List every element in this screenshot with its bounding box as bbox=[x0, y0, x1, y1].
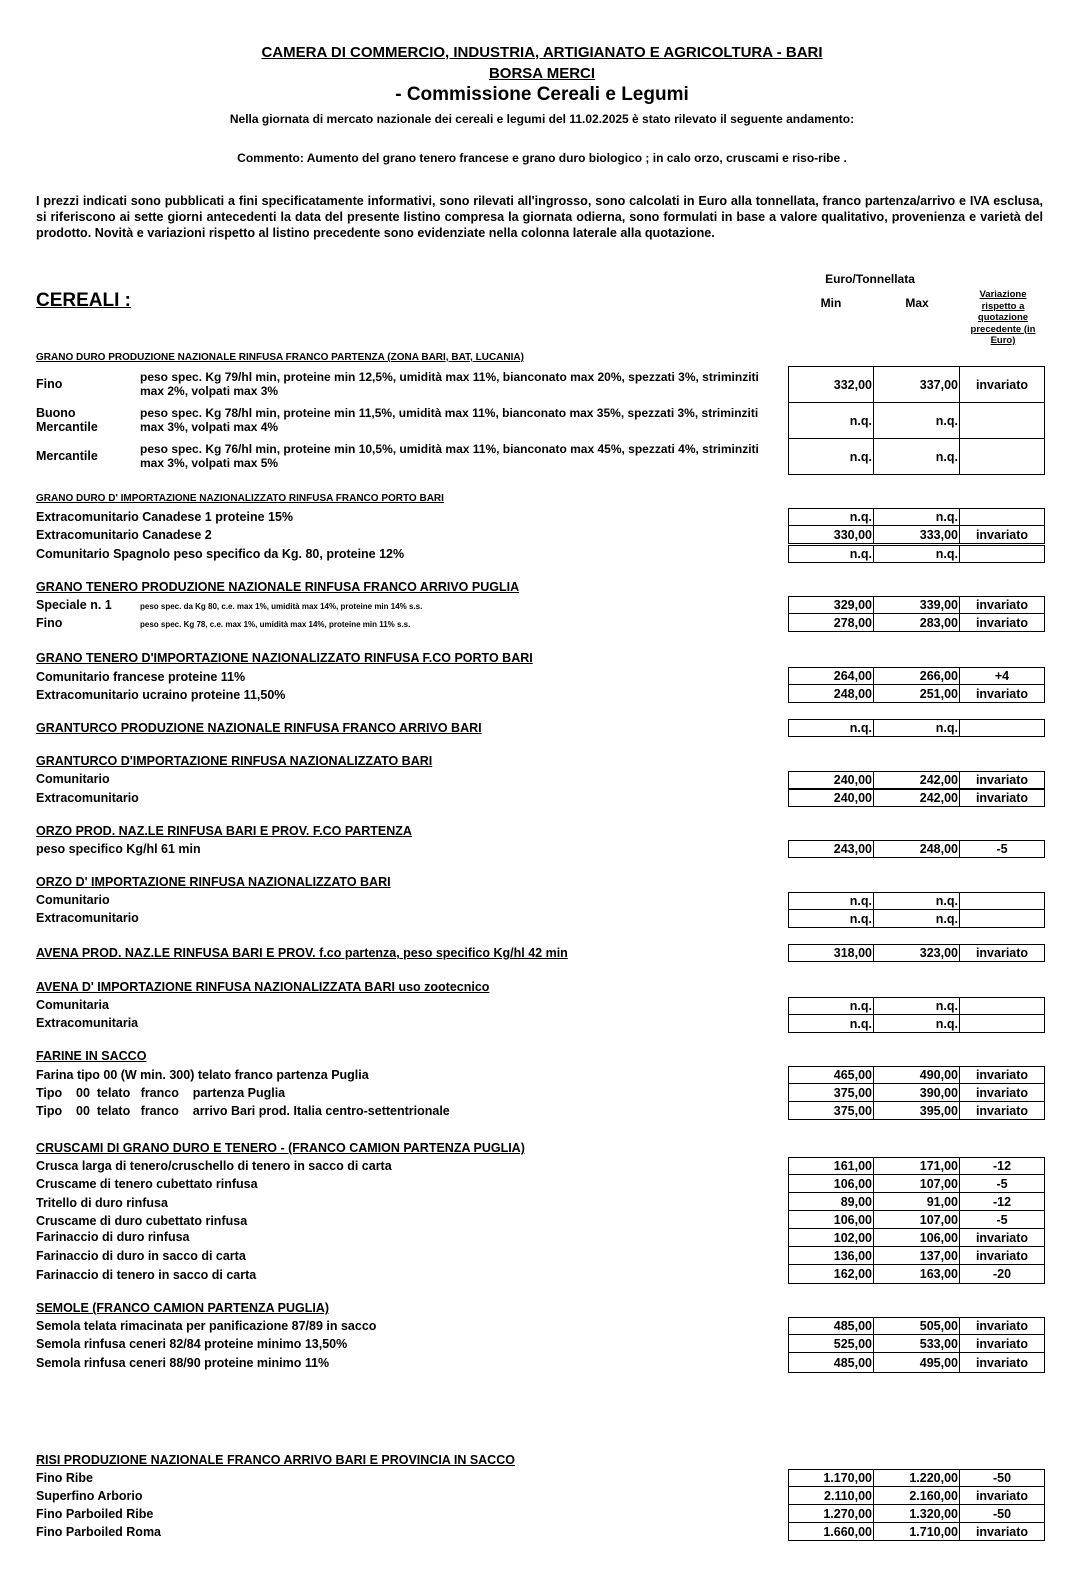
row-label: Semola rinfusa ceneri 82/84 proteine minimo 13,50% bbox=[36, 1337, 348, 1351]
price-min: 485,00 bbox=[788, 1317, 874, 1335]
price-min: 375,00 bbox=[788, 1084, 874, 1102]
price-max: 242,00 bbox=[874, 771, 960, 789]
price-variation bbox=[960, 508, 1045, 526]
price-variation: invariato bbox=[960, 614, 1045, 632]
row-description: peso spec. Kg 76/hl min, proteine min 10,5%, umidità max 11%, bianconato max 45%, spezzati 4%, striminziti max 3%, volpati max 5% bbox=[140, 442, 759, 470]
price-min: 1.660,00 bbox=[788, 1523, 874, 1541]
row-label: Comunitario bbox=[36, 893, 110, 907]
price-variation: -5 bbox=[960, 1175, 1045, 1193]
price-variation: invariato bbox=[960, 1229, 1045, 1247]
row-label: Fino Ribe bbox=[36, 1471, 93, 1485]
row-label: Comunitaria bbox=[36, 998, 109, 1012]
section-title: ORZO D' IMPORTAZIONE RINFUSA NAZIONALIZZATO BARI bbox=[36, 875, 391, 889]
section-title: GRANO TENERO PRODUZIONE NAZIONALE RINFUSA FRANCO ARRIVO PUGLIA bbox=[36, 580, 520, 594]
price-variation: invariato bbox=[960, 1523, 1045, 1541]
market-comment: Commento: Aumento del grano tenero francese e grano duro biologico ; in calo orzo, cruscami e riso-ribe . bbox=[237, 151, 847, 165]
section-title: AVENA PROD. NAZ.LE RINFUSA BARI E PROV. f.co partenza, peso specifico Kg/hl 42 min bbox=[36, 946, 568, 960]
price-variation: invariato bbox=[960, 1353, 1045, 1373]
price-min: 240,00 bbox=[788, 789, 874, 807]
price-max: 337,00 bbox=[874, 366, 960, 403]
section-title: AVENA D' IMPORTAZIONE RINFUSA NAZIONALIZZATA BARI uso zootecnico bbox=[36, 980, 490, 994]
price-max: n.q. bbox=[874, 403, 960, 439]
section-title: SEMOLE (FRANCO CAMION PARTENZA PUGLIA) bbox=[36, 1301, 330, 1315]
section-title: GRANO TENERO D'IMPORTAZIONE NAZIONALIZZATO RINFUSA F.CO PORTO BARI bbox=[36, 651, 533, 665]
price-variation: -50 bbox=[960, 1505, 1045, 1523]
price-min: n.q. bbox=[788, 910, 874, 928]
row-label: Crusca larga di tenero/cruschello di tenero in sacco di carta bbox=[36, 1159, 392, 1173]
price-max: n.q. bbox=[874, 719, 960, 737]
row-label: Tritello di duro rinfusa bbox=[36, 1196, 168, 1210]
price-min: 2.110,00 bbox=[788, 1487, 874, 1505]
price-variation: invariato bbox=[960, 366, 1045, 403]
section-title: RISI PRODUZIONE NAZIONALE FRANCO ARRIVO BARI E PROVINCIA IN SACCO bbox=[36, 1453, 515, 1467]
row-label: Comunitario bbox=[36, 772, 110, 786]
row-label: Fino bbox=[36, 616, 63, 630]
row-label: Fino Parboiled Ribe bbox=[36, 1507, 154, 1521]
price-max: 533,00 bbox=[874, 1335, 960, 1353]
price-min: 330,00 bbox=[788, 526, 874, 544]
price-max: n.q. bbox=[874, 439, 960, 475]
price-max: 395,00 bbox=[874, 1102, 960, 1120]
row-description: peso spec. Kg 78, c.e. max 1%, umidità max 14%, proteine min 11% s.s. bbox=[140, 620, 411, 629]
price-min: 106,00 bbox=[788, 1175, 874, 1193]
row-label: Cruscame di tenero cubettato rinfusa bbox=[36, 1177, 258, 1191]
row-description: peso spec. Kg 78/hl min, proteine min 11,5%, umidità max 11%, bianconato max 35%, spezzati 3%, striminziti max 3%, volpati max 4% bbox=[140, 406, 759, 434]
section-title: FARINE IN SACCO bbox=[36, 1049, 147, 1063]
price-variation: -5 bbox=[960, 1211, 1045, 1229]
price-min: 485,00 bbox=[788, 1353, 874, 1373]
price-max: n.q. bbox=[874, 997, 960, 1015]
price-variation: invariato bbox=[960, 1317, 1045, 1335]
row-label: Extracomunitario Canadese 2 bbox=[36, 528, 212, 542]
price-max: 390,00 bbox=[874, 1084, 960, 1102]
row-label: Tipo 00 telato franco arrivo Bari prod. Italia centro-settentrionale bbox=[36, 1104, 450, 1118]
price-max: 107,00 bbox=[874, 1175, 960, 1193]
price-variation bbox=[960, 439, 1045, 475]
commission-title: - Commissione Cereali e Legumi bbox=[395, 84, 689, 105]
row-label: Tipo 00 telato franco partenza Puglia bbox=[36, 1086, 286, 1100]
price-max: 171,00 bbox=[874, 1157, 960, 1175]
row-label: Superfino Arborio bbox=[36, 1489, 143, 1503]
price-variation bbox=[960, 892, 1045, 910]
price-max: 323,00 bbox=[874, 944, 960, 962]
price-min: 106,00 bbox=[788, 1211, 874, 1229]
variation-header: Variazione rispetto a quotazione precedente (in Euro) bbox=[970, 289, 1036, 346]
price-min: n.q. bbox=[788, 719, 874, 737]
row-label: Extracomunitario ucraino proteine 11,50% bbox=[36, 688, 286, 702]
row-description: peso spec. Kg 79/hl min, proteine min 12,5%, umidità max 11%, bianconato max 20%, spezzati 3%, striminziti max 2%, volpati max 3% bbox=[140, 370, 759, 398]
row-label: Extracomunitario bbox=[36, 911, 139, 925]
row-label: Semola rinfusa ceneri 88/90 proteine minimo 11% bbox=[36, 1356, 330, 1370]
price-variation: invariato bbox=[960, 1247, 1045, 1265]
price-variation bbox=[960, 997, 1045, 1015]
price-min: 278,00 bbox=[788, 614, 874, 632]
price-max: n.q. bbox=[874, 508, 960, 526]
price-max: n.q. bbox=[874, 545, 960, 563]
row-label: Fino bbox=[36, 377, 63, 391]
price-min: 318,00 bbox=[788, 944, 874, 962]
price-min: n.q. bbox=[788, 439, 874, 475]
price-max: 490,00 bbox=[874, 1066, 960, 1084]
price-min: 240,00 bbox=[788, 771, 874, 789]
row-label: Fino Parboiled Roma bbox=[36, 1525, 162, 1539]
price-variation: +4 bbox=[960, 667, 1045, 685]
cereali-title: CEREALI : bbox=[36, 290, 131, 311]
price-max: 2.160,00 bbox=[874, 1487, 960, 1505]
price-min: 162,00 bbox=[788, 1265, 874, 1284]
price-variation: invariato bbox=[960, 771, 1045, 789]
row-label: Speciale n. 1 bbox=[36, 598, 112, 612]
price-max: 91,00 bbox=[874, 1193, 960, 1211]
section-title: GRANTURCO D'IMPORTAZIONE RINFUSA NAZIONALIZZATO BARI bbox=[36, 754, 433, 768]
price-variation: invariato bbox=[960, 685, 1045, 703]
price-max: n.q. bbox=[874, 910, 960, 928]
price-max: 242,00 bbox=[874, 789, 960, 807]
price-min: 465,00 bbox=[788, 1066, 874, 1084]
price-max: 107,00 bbox=[874, 1211, 960, 1229]
min-header: Min bbox=[820, 296, 842, 310]
row-label: Comunitario Spagnolo peso specifico da Kg. 80, proteine 12% bbox=[36, 547, 405, 561]
price-max: 251,00 bbox=[874, 685, 960, 703]
row-label: Farinaccio di duro in sacco di carta bbox=[36, 1249, 246, 1263]
row-label: Farinaccio di duro rinfusa bbox=[36, 1230, 190, 1244]
price-variation bbox=[960, 1015, 1045, 1033]
price-max: 1.320,00 bbox=[874, 1505, 960, 1523]
price-variation: invariato bbox=[960, 1084, 1045, 1102]
row-label: peso specifico Kg/hl 61 min bbox=[36, 842, 201, 856]
price-max: 339,00 bbox=[874, 596, 960, 614]
row-label: Mercantile bbox=[36, 449, 98, 463]
section-title: ORZO PROD. NAZ.LE RINFUSA BARI E PROV. F.CO PARTENZA bbox=[36, 824, 412, 838]
price-max: 266,00 bbox=[874, 667, 960, 685]
price-variation bbox=[960, 545, 1045, 563]
price-variation: invariato bbox=[960, 1335, 1045, 1353]
price-min: 329,00 bbox=[788, 596, 874, 614]
row-label: Extracomunitaria bbox=[36, 1016, 139, 1030]
price-max: 248,00 bbox=[874, 840, 960, 858]
price-min: n.q. bbox=[788, 892, 874, 910]
price-min: 248,00 bbox=[788, 685, 874, 703]
price-variation: -20 bbox=[960, 1265, 1045, 1284]
price-variation: invariato bbox=[960, 1102, 1045, 1120]
price-max: 106,00 bbox=[874, 1229, 960, 1247]
row-label: Farina tipo 00 (W min. 300) telato franco partenza Puglia bbox=[36, 1068, 369, 1082]
price-max: n.q. bbox=[874, 1015, 960, 1033]
price-max: 495,00 bbox=[874, 1353, 960, 1373]
price-variation: invariato bbox=[960, 944, 1045, 962]
price-min: n.q. bbox=[788, 403, 874, 439]
price-min: 89,00 bbox=[788, 1193, 874, 1211]
price-min: 102,00 bbox=[788, 1229, 874, 1247]
price-max: 137,00 bbox=[874, 1247, 960, 1265]
price-max: 505,00 bbox=[874, 1317, 960, 1335]
section-title: CRUSCAMI DI GRANO DURO E TENERO - (FRANCO CAMION PARTENZA PUGLIA) bbox=[36, 1141, 525, 1155]
unit-header: Euro/Tonnellata bbox=[825, 272, 915, 286]
row-label: Farinaccio di tenero in sacco di carta bbox=[36, 1268, 257, 1282]
price-variation: invariato bbox=[960, 526, 1045, 544]
price-min: 1.270,00 bbox=[788, 1505, 874, 1523]
price-max: 1.710,00 bbox=[874, 1523, 960, 1541]
price-variation: invariato bbox=[960, 596, 1045, 614]
price-min: 243,00 bbox=[788, 840, 874, 858]
price-variation: invariato bbox=[960, 1487, 1045, 1505]
max-header: Max bbox=[905, 296, 929, 310]
price-min: 136,00 bbox=[788, 1247, 874, 1265]
market-date-line: Nella giornata di mercato nazionale dei cereali e legumi del 11.02.2025 è stato rilevato il seguente andamento: bbox=[229, 112, 855, 126]
row-label: Extracomunitario bbox=[36, 791, 139, 805]
price-variation: -5 bbox=[960, 840, 1045, 858]
price-min: n.q. bbox=[788, 545, 874, 563]
price-max: 1.220,00 bbox=[874, 1469, 960, 1487]
price-min: 161,00 bbox=[788, 1157, 874, 1175]
price-variation: -12 bbox=[960, 1157, 1045, 1175]
row-label: Cruscame di duro cubettato rinfusa bbox=[36, 1214, 248, 1228]
price-variation bbox=[960, 910, 1045, 928]
price-min: 264,00 bbox=[788, 667, 874, 685]
section-title: GRANO DURO D' IMPORTAZIONE NAZIONALIZZATO RINFUSA FRANCO PORTO BARI bbox=[36, 493, 444, 504]
section-title: GRANO DURO PRODUZIONE NAZIONALE RINFUSA FRANCO PARTENZA (ZONA BARI, BAT, LUCANIA) bbox=[36, 352, 524, 363]
row-description: peso spec. da Kg 80, c.e. max 1%, umidità max 14%, proteine min 14% s.s. bbox=[140, 602, 423, 611]
price-max: 163,00 bbox=[874, 1265, 960, 1284]
section-title: GRANTURCO PRODUZIONE NAZIONALE RINFUSA FRANCO ARRIVO BARI bbox=[36, 721, 482, 735]
price-max: 283,00 bbox=[874, 614, 960, 632]
price-min: n.q. bbox=[788, 508, 874, 526]
price-min: 1.170,00 bbox=[788, 1469, 874, 1487]
price-variation: -50 bbox=[960, 1469, 1045, 1487]
row-label: Semola telata rimacinata per panificazione 87/89 in sacco bbox=[36, 1319, 377, 1333]
price-variation: invariato bbox=[960, 1066, 1045, 1084]
price-min: n.q. bbox=[788, 997, 874, 1015]
price-max: n.q. bbox=[874, 892, 960, 910]
chamber-title: CAMERA DI COMMERCIO, INDUSTRIA, ARTIGIANATO E AGRICOLTURA - BARI bbox=[261, 44, 823, 61]
price-min: 375,00 bbox=[788, 1102, 874, 1120]
borsa-merci-title: BORSA MERCI bbox=[488, 65, 596, 82]
price-min: n.q. bbox=[788, 1015, 874, 1033]
price-max: 333,00 bbox=[874, 526, 960, 544]
price-min: 332,00 bbox=[788, 366, 874, 403]
row-label: Buono Mercantile bbox=[36, 406, 98, 434]
price-min: 525,00 bbox=[788, 1335, 874, 1353]
price-variation bbox=[960, 719, 1045, 737]
row-label: Comunitario francese proteine 11% bbox=[36, 670, 246, 684]
row-label: Extracomunitario Canadese 1 proteine 15% bbox=[36, 510, 294, 524]
price-variation: -12 bbox=[960, 1193, 1045, 1211]
intro-paragraph: I prezzi indicati sono pubblicati a fini specificatamente informativi, sono rilevati all'ingrosso, sono calcolati in Euro alla tonnellata, franco partenza/arrivo e IVA esclusa, si riferiscono ai sette giorni antecedenti la data del presente listino compresa la giornata odierna, sono formulati in base a valore qualitativo, provenienza e varietà del prodotto. Novità e variazioni rispetto al listino precedente sono evidenziate nella colonna laterale alla quotazione. bbox=[36, 194, 1043, 240]
price-variation bbox=[960, 403, 1045, 439]
price-variation: invariato bbox=[960, 789, 1045, 807]
